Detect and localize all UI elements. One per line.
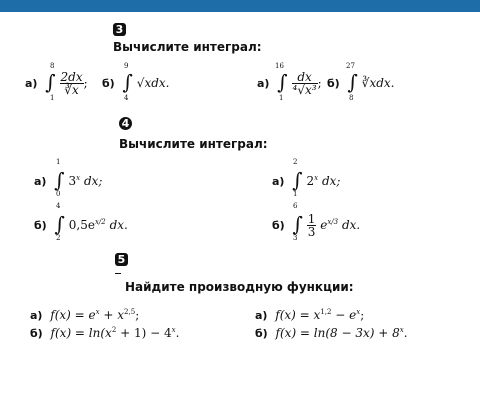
upper-limit: 1 xyxy=(56,158,61,166)
function-expression: $f(x) = e^x + x^{2,5}$; xyxy=(50,308,140,322)
item-label: б) xyxy=(255,327,268,340)
integral-sign: ∫ xyxy=(45,70,56,94)
integrand: $0,5e^{x/2}$ dx. xyxy=(68,218,128,232)
task-5-heading: Найдите производную функции: xyxy=(125,280,354,294)
integral-sign: ∫ xyxy=(122,70,133,94)
top-banner xyxy=(0,0,480,12)
lower-limit: 1 xyxy=(293,190,298,198)
lower-limit: 1 xyxy=(279,94,284,102)
task-4-item-b-left xyxy=(34,202,128,242)
item-label: б) xyxy=(34,219,47,232)
numerator: 2dx xyxy=(60,70,83,84)
fraction xyxy=(307,213,317,238)
item-label: б) xyxy=(30,327,43,340)
item-label: а) xyxy=(255,309,268,322)
lower-limit: 4 xyxy=(124,94,129,102)
separator: ; xyxy=(83,76,88,90)
upper-limit: 8 xyxy=(50,62,55,70)
lower-limit: 8 xyxy=(349,94,354,102)
task-5-item-a-left xyxy=(30,308,139,322)
item-label: б) xyxy=(272,219,285,232)
integrand: 3$^x$ dx; xyxy=(68,174,103,188)
task-3-heading: Вычислите интеграл: xyxy=(113,40,262,54)
function-expression: $f(x) = x^{1,2} - e^x$; xyxy=(275,308,365,322)
item-label: б) xyxy=(327,77,340,90)
task-5-number-badge: 5 xyxy=(115,253,128,266)
item-label: а) xyxy=(257,77,270,90)
task-3-item-b-left xyxy=(102,62,170,102)
task-3-item-a-right xyxy=(257,62,322,102)
lower-limit: 0 xyxy=(56,190,61,198)
lower-limit: 3 xyxy=(293,234,298,242)
item-label: а) xyxy=(34,175,47,188)
integrand: 2$^x$ dx; xyxy=(306,174,341,188)
numerator: dx xyxy=(292,71,318,84)
separator: ; xyxy=(317,76,322,90)
task-4-item-a-right xyxy=(272,158,341,198)
task-5-item-b-left xyxy=(30,326,179,340)
integral-sign: ∫ xyxy=(292,212,303,236)
upper-limit: 4 xyxy=(56,202,61,210)
task-4-item-b-right xyxy=(272,202,361,242)
upper-limit: 16 xyxy=(275,62,284,70)
task-3-item-b-right xyxy=(327,62,395,102)
integral-sign: ∫ xyxy=(277,70,288,94)
item-label: а) xyxy=(25,77,38,90)
integrand: ∛xdx. xyxy=(361,76,395,90)
task-5-item-a-right xyxy=(255,308,364,322)
upper-limit: 27 xyxy=(346,62,355,70)
integrand: √xdx. xyxy=(136,76,170,90)
task-3-number-badge: 3 xyxy=(113,23,126,36)
upper-limit: 9 xyxy=(124,62,129,70)
numerator: 1 xyxy=(307,212,316,226)
integral-sign: ∫ xyxy=(347,70,358,94)
badge-underline xyxy=(115,273,121,274)
task-4-heading: Вычислите интеграл: xyxy=(119,137,268,151)
denominator: ∛x xyxy=(64,83,79,97)
integral-sign: ∫ xyxy=(54,168,65,192)
integrand: $e^{x/3}$ dx. xyxy=(316,218,361,232)
function-expression: $f(x) = \ln(8 - 3x) + 8^x$. xyxy=(275,326,408,340)
denominator: 3 xyxy=(307,225,316,239)
lower-limit: 1 xyxy=(50,94,55,102)
task-5-item-b-right xyxy=(255,326,408,340)
fraction xyxy=(292,71,318,96)
task-4-item-a-left xyxy=(34,158,103,198)
fraction xyxy=(60,71,84,96)
function-expression: $f(x) = \ln(x^2 + 1) - 4^x$. xyxy=(50,326,180,340)
task-3-item-a-left xyxy=(25,62,88,102)
item-label: а) xyxy=(272,175,285,188)
item-label: а) xyxy=(30,309,43,322)
task-4-number-badge: 4 xyxy=(119,117,132,130)
integral-sign: ∫ xyxy=(54,212,65,236)
upper-limit: 6 xyxy=(293,202,298,210)
integral-sign: ∫ xyxy=(292,168,303,192)
upper-limit: 2 xyxy=(293,158,298,166)
item-label: б) xyxy=(102,77,115,90)
denominator: ⁴√x³ xyxy=(292,83,317,97)
lower-limit: 2 xyxy=(56,234,61,242)
